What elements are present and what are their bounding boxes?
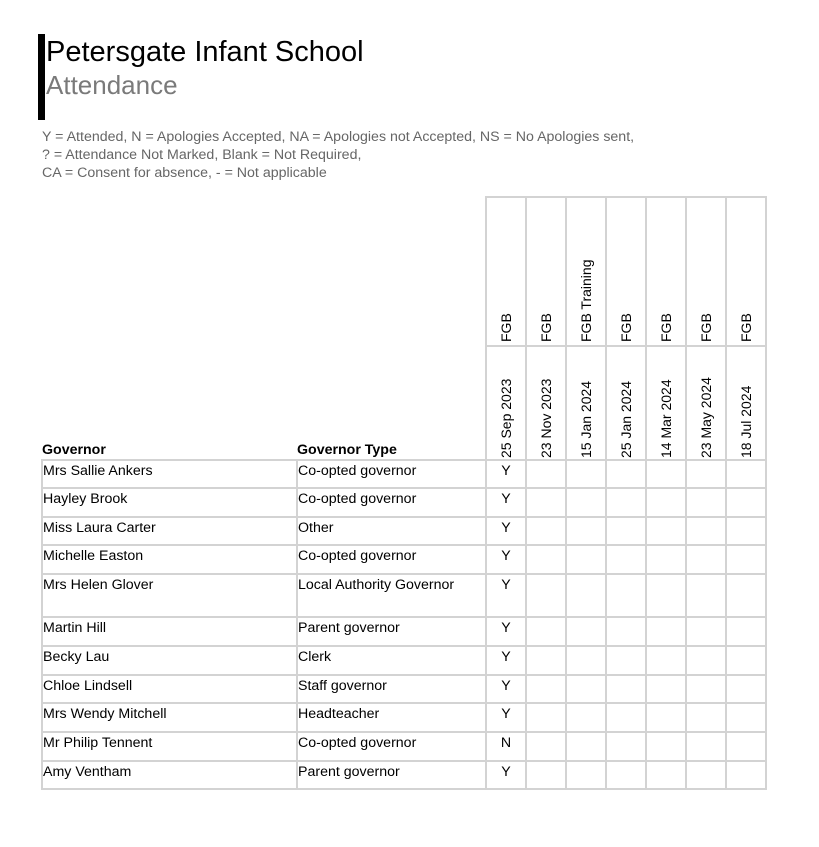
grid-line bbox=[765, 196, 767, 790]
attendance-cell: Y bbox=[501, 491, 511, 507]
grid-line bbox=[605, 196, 607, 790]
governor-name: Michelle Easton bbox=[43, 548, 144, 564]
governor-name: Mrs Sallie Ankers bbox=[43, 463, 153, 479]
grid-line bbox=[486, 196, 766, 198]
governor-name: Chloe Lindsell bbox=[43, 678, 133, 694]
governor-name: Mrs Wendy Mitchell bbox=[43, 706, 167, 722]
grid-line bbox=[725, 196, 727, 790]
attendance-cell: Y bbox=[501, 764, 511, 780]
governor-type: Headteacher bbox=[298, 706, 380, 722]
grid-line bbox=[565, 196, 567, 790]
attendance-cell: Y bbox=[501, 463, 511, 479]
grid-line bbox=[645, 196, 647, 790]
legend-line: Y = Attended, N = Apologies Accepted, NA = Apologies not Accepted, NS = No Apologies sent, bbox=[42, 129, 635, 145]
grid-line bbox=[41, 731, 767, 733]
meeting-type-label: FGB Training bbox=[578, 259, 594, 342]
attendance-legend bbox=[42, 128, 634, 182]
governor-type: Co-opted governor bbox=[298, 548, 417, 564]
meeting-type-label: FGB bbox=[538, 313, 554, 342]
meeting-type-label: FGB bbox=[498, 313, 514, 342]
grid-line bbox=[41, 788, 767, 790]
attendance-cell: Y bbox=[501, 620, 511, 636]
attendance-cell: Y bbox=[501, 706, 511, 722]
governor-type: Parent governor bbox=[298, 764, 400, 780]
meeting-date-label: 25 Jan 2024 bbox=[618, 380, 634, 458]
governor-name: Miss Laura Carter bbox=[43, 520, 156, 536]
attendance-cell: Y bbox=[501, 520, 511, 536]
governor-name: Mr Philip Tennent bbox=[43, 735, 153, 751]
meeting-type-label: FGB bbox=[698, 313, 714, 342]
grid-line bbox=[41, 516, 767, 518]
meeting-date-label: 25 Sep 2023 bbox=[498, 378, 514, 458]
governor-type: Staff governor bbox=[298, 678, 387, 694]
governor-type: Local Authority Governor bbox=[298, 577, 455, 593]
meeting-type-label: FGB bbox=[658, 313, 674, 342]
meeting-date-label: 23 Nov 2023 bbox=[538, 378, 554, 458]
grid-line bbox=[41, 702, 767, 704]
attendance-cell: Y bbox=[501, 649, 511, 665]
attendance-cell: Y bbox=[501, 577, 511, 593]
grid-line bbox=[685, 196, 687, 790]
governor-name: Becky Lau bbox=[43, 649, 110, 665]
governor-type: Co-opted governor bbox=[298, 491, 417, 507]
legend-line: ? = Attendance Not Marked, Blank = Not Required, bbox=[42, 147, 362, 163]
grid-line bbox=[41, 573, 767, 575]
governor-type-column-header: Governor Type bbox=[297, 442, 397, 458]
grid-line bbox=[41, 487, 767, 489]
meeting-type-label: FGB bbox=[738, 313, 754, 342]
governor-name: Mrs Helen Glover bbox=[43, 577, 154, 593]
governor-name: Amy Ventham bbox=[43, 764, 132, 780]
meeting-date-label: 14 Mar 2024 bbox=[658, 379, 674, 458]
governor-type: Other bbox=[298, 520, 334, 536]
grid-line bbox=[41, 544, 767, 546]
governor-column-header: Governor bbox=[42, 442, 106, 458]
attendance-cell: Y bbox=[501, 548, 511, 564]
grid-line bbox=[486, 345, 766, 347]
grid-line bbox=[41, 760, 767, 762]
meeting-date-label: 23 May 2024 bbox=[698, 377, 714, 458]
grid-line bbox=[41, 616, 767, 618]
meeting-type-label: FGB bbox=[618, 313, 634, 342]
grid-line bbox=[41, 674, 767, 676]
meeting-date-label: 18 Jul 2024 bbox=[738, 385, 754, 458]
page-subtitle: Attendance bbox=[46, 70, 178, 100]
grid-line bbox=[41, 459, 767, 461]
governor-name: Martin Hill bbox=[43, 620, 107, 636]
governor-type: Clerk bbox=[298, 649, 332, 665]
school-name: Petersgate Infant School bbox=[46, 36, 364, 68]
governor-type: Co-opted governor bbox=[298, 735, 417, 751]
attendance-cell: Y bbox=[501, 678, 511, 694]
governor-name: Hayley Brook bbox=[43, 491, 128, 507]
grid-line bbox=[41, 645, 767, 647]
attendance-cell: N bbox=[500, 735, 512, 751]
governor-type: Co-opted governor bbox=[298, 463, 417, 479]
legend-line: CA = Consent for absence, - = Not applicable bbox=[42, 165, 327, 181]
meeting-date-label: 15 Jan 2024 bbox=[578, 380, 594, 458]
title-accent-bar bbox=[38, 34, 45, 120]
governor-type: Parent governor bbox=[298, 620, 400, 636]
